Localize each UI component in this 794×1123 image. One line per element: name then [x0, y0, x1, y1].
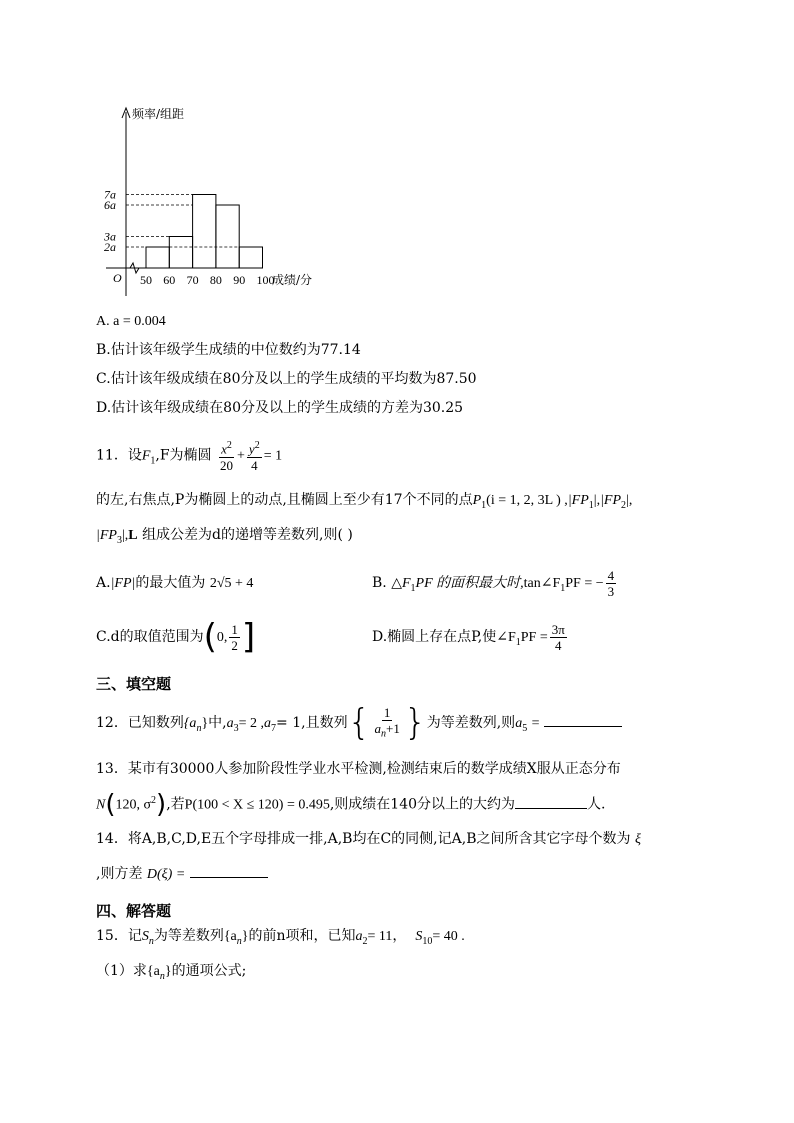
x-tick-label: 90 — [233, 273, 246, 287]
origin-label: O — [113, 271, 122, 285]
subscript: 10 — [422, 935, 433, 947]
sum-s: S — [141, 929, 149, 944]
subscript: n — [236, 935, 242, 947]
q15-text: 15．记 — [96, 928, 142, 944]
focus-f1: F — [141, 448, 151, 464]
q10-option-a-text: A. a = 0.004 — [96, 314, 166, 329]
q13-unit: 人. — [587, 796, 606, 813]
s10: S — [415, 929, 423, 944]
x-tick-label: 50 — [140, 273, 152, 287]
superscript: 2 — [151, 795, 157, 806]
q13-line2: N(120, $\sigma^2$),若P(100 < X ≤ 120) = 0.495,则成绩在140分以上的大约为 人. — [96, 789, 606, 820]
q11-option-d-text: D.椭圆上存在点P,使 — [372, 629, 497, 645]
equals-one: = 1 — [263, 448, 283, 464]
angle-tail: PF = — [520, 630, 548, 645]
frequency-histogram — [96, 102, 336, 302]
equals-sign: = — [531, 716, 540, 731]
x-tick-label: 60 — [163, 273, 176, 287]
var-x: x — [221, 441, 227, 457]
denominator-a: a — [374, 720, 381, 736]
q14-answer-blank[interactable] — [190, 863, 268, 878]
q13-post: ,则成绩在140分以上的大约为 — [329, 796, 516, 813]
a2-value: = 11， — [367, 929, 407, 944]
subscript: 1 — [410, 582, 416, 594]
denominator: 3 — [607, 583, 615, 599]
subscript: 2 — [362, 935, 368, 947]
a7: a — [264, 716, 272, 731]
section-heading-solution: 四、解答题 — [96, 902, 172, 920]
histogram-bar — [146, 247, 169, 268]
q11-option-a-value: 2√5 + 4 — [209, 576, 254, 591]
xi-symbol: ξ — [634, 832, 641, 847]
abs-fp: |FP| — [110, 576, 136, 591]
q11-options-cd: C.d的取值范围为(0, $\frac{1}{2}$ ] D.椭圆上存在点P,使$\angle F_1PF$ = $\frac{3\pi}{4}$ — [96, 618, 255, 657]
subscript: 2 — [621, 499, 627, 511]
subscript: 3 — [116, 534, 122, 546]
q10-option-d-text: D.估计该年级成绩在80分及以上的学生成绩的方差为30.25 — [96, 400, 464, 416]
a3: a — [226, 716, 234, 731]
q11-stem — [96, 438, 282, 478]
numerator: 1 — [383, 704, 391, 720]
subscript: 7 — [271, 722, 277, 734]
normal-args: 120, σ — [115, 797, 152, 813]
denominator: 2 — [231, 637, 238, 653]
denominator: 4 — [251, 458, 258, 474]
q15-part1 — [96, 961, 246, 987]
point-p: P — [472, 493, 482, 508]
q10-option-b-text: B.估计该年级学生成绩的中位数约为77.14 — [96, 342, 361, 358]
q13-mid: ,若 — [166, 796, 185, 813]
y-tick-label: 7a — [104, 187, 116, 202]
q11-option-a-label: A. — [96, 575, 111, 591]
x-tick-label: 80 — [209, 273, 222, 287]
q11-option-a-text: 的最大值为 — [135, 575, 206, 591]
histogram-bar — [169, 237, 192, 269]
q11-line3: $|FP_3|,L$ 组成公差为d的递增等差数列,则( ) — [96, 527, 353, 546]
brace-close: } — [241, 929, 249, 944]
q13-text: 13．某市有30000人参加阶段性学业水平检测,检测结束后的数学成绩X服从正态分布 — [96, 761, 621, 777]
seq-an: {a — [183, 716, 197, 731]
y-tick-label: 2a — [104, 240, 116, 254]
q15-part1-text: （1）求 — [96, 963, 147, 979]
y-tick-label: 3a — [104, 229, 116, 244]
var-y: y — [248, 441, 255, 457]
seq-an: {a — [223, 929, 237, 944]
numerator: 1 — [231, 621, 238, 637]
seq-an: {a — [146, 964, 160, 979]
angle-f1pf: ∠F — [496, 630, 516, 645]
q14-line1 — [96, 829, 641, 850]
q11-option-b-text: PF 的面积最大时, — [415, 576, 524, 591]
q12-post: 为等差数列,则 — [426, 715, 516, 731]
q11-option-c-text: C.d的取值范围为 — [96, 629, 204, 645]
q11-line3-text: 组成公差为d的递增等差数列,则( ) — [142, 527, 353, 543]
brace-close: } — [164, 964, 172, 979]
denominator: 20 — [220, 458, 234, 474]
q11-stem-text: ,F为椭圆 — [155, 447, 212, 464]
numerator: 4 — [607, 567, 615, 583]
histogram-bar — [216, 205, 239, 268]
histogram-bar — [193, 195, 216, 269]
q11-option-d — [372, 618, 569, 662]
x-axis-label: 成绩/分 — [272, 273, 313, 287]
subscript: 1 — [588, 499, 594, 511]
triangle-f1pf: △F — [391, 576, 411, 591]
x-tick-label: 70 — [186, 273, 199, 287]
a3-value: = 2 , — [238, 716, 265, 731]
q15-part1-post: 的通项公式; — [171, 963, 247, 979]
q10-option-d — [96, 398, 463, 418]
denominator: 4 — [555, 637, 562, 653]
plus-sign: + — [237, 448, 245, 464]
a7-value: = 1,且数列 — [276, 715, 348, 731]
q11-line2: 的左,右焦点,P为椭圆上的动点,且椭圆上至少有17个不同的点$P_1(i = 1$, 2, 3L ) $,|FP_1|,|FP_2|$, — [96, 492, 633, 511]
q12: 12．已知数列$\{a_n\}$中$,a_3= 2$ $,a_7= 1$,且数列{ $\frac{1}{a_n+1}$ }为等差数列,则$a_5$ = — [96, 703, 622, 749]
y-axis-label: 频率/组距 — [132, 107, 185, 121]
subscript: 3 — [233, 722, 239, 734]
section-heading-fill-in: 三、填空题 — [96, 675, 172, 693]
fp1: |FP — [567, 493, 589, 508]
fraction-3pi-4 — [550, 622, 567, 653]
q10-option-a — [96, 311, 166, 332]
q10-option-c-text: C.估计该年级成绩在80分及以上的学生成绩的平均数为87.50 — [96, 371, 477, 387]
subscript: 1 — [481, 499, 487, 511]
q12-mid: 中, — [208, 715, 227, 731]
denominator-tail: +1 — [385, 720, 400, 736]
q14-line2-text: ,则方差 — [96, 866, 143, 882]
q15-stem — [96, 926, 465, 952]
probability-expr: P(100 < X ≤ 120) = 0.495 — [184, 797, 330, 813]
fraction-reciprocal-an — [372, 705, 401, 742]
subscript: 1 — [515, 636, 521, 648]
numerator: 3π — [551, 621, 565, 637]
a2: a — [355, 929, 363, 944]
fraction-y2-4 — [247, 438, 262, 473]
interval-zero: 0, — [216, 630, 228, 645]
s10-value: = 40 . — [432, 929, 465, 944]
subscript: n — [196, 722, 202, 734]
x-tick-label: 100 — [256, 273, 275, 287]
subscript: n — [380, 728, 386, 740]
brace-close: } — [201, 716, 209, 731]
fp3: |FP — [96, 528, 117, 543]
q11-option-b — [372, 566, 618, 606]
subscript: 5 — [522, 722, 528, 734]
q11-number: 11．设 — [96, 447, 142, 464]
fraction-x2-20 — [218, 438, 235, 473]
superscript: 2 — [226, 440, 232, 451]
q12-answer-blank[interactable] — [544, 712, 622, 727]
subscript: 1 — [150, 455, 156, 467]
q14-text: 14．将A,B,C,D,E五个字母排成一排,A,B均在C的同侧,记A,B之间所含其它字母个数为 — [96, 831, 631, 847]
q10-option-b — [96, 340, 361, 360]
q12-text: 12．已知数列 — [96, 715, 184, 731]
subscript: n — [159, 970, 165, 982]
histogram-bar — [239, 247, 262, 268]
q11-line2-text: 的左,右焦点,P为椭圆上的动点,且椭圆上至少有17个不同的点 — [96, 492, 473, 508]
normal-n: N — [96, 797, 106, 813]
q10-option-c — [96, 369, 477, 389]
fraction-1-2 — [229, 622, 240, 653]
fp2: |FP — [600, 493, 622, 508]
q15-mid2: 的前n项和，已知 — [248, 928, 356, 944]
subscript: 1 — [560, 582, 566, 594]
fraction-4-3 — [606, 568, 617, 599]
variance-expr: D(ξ) = — [146, 867, 186, 882]
a5: a — [515, 716, 523, 731]
index-range: (i = 1, 2, 3L ) , — [486, 493, 568, 508]
y-tick-label: 6a — [104, 198, 116, 212]
tan-angle-tail: PF = − — [565, 576, 604, 591]
q13-answer-blank[interactable] — [515, 794, 587, 809]
q11-option-b-label: B. — [372, 575, 387, 591]
subscript: n — [148, 935, 154, 947]
histogram-svg — [96, 102, 336, 302]
q15-mid1: 为等差数列 — [153, 928, 224, 944]
tan-angle: tan∠F — [523, 576, 561, 591]
superscript: 2 — [254, 440, 260, 451]
q14-line2 — [96, 863, 268, 885]
q13-line1 — [96, 759, 621, 779]
